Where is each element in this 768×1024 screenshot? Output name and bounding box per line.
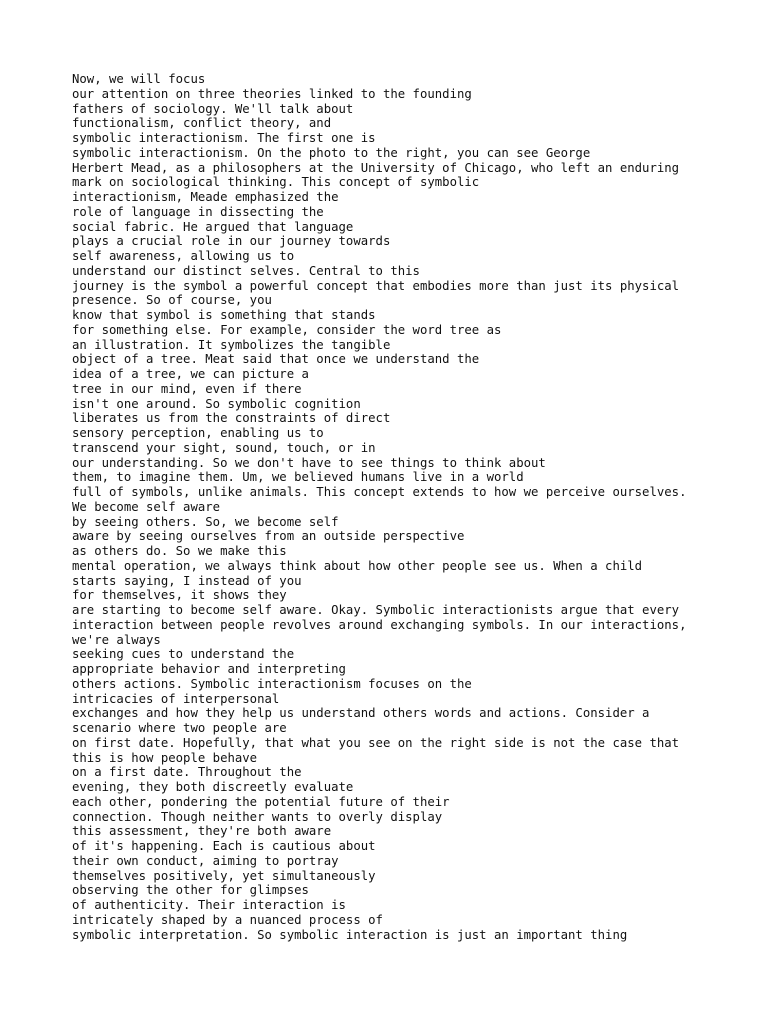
transcript-line: on first date. Hopefully, that what you see on the right side is not the case that	[72, 735, 680, 750]
transcript-line: symbolic interpretation. So symbolic interaction is just an important thing	[72, 927, 628, 942]
transcript-line: mental operation, we always think about how other people see us. When a child	[72, 558, 643, 573]
transcript-line: symbolic interactionism. The first one is	[72, 131, 376, 145]
transcript-line: object of a tree. Meat said that once we understand the	[72, 352, 480, 367]
transcript-line: full of symbols, unlike animals. This concept extends to how we perceive ourselves.	[72, 485, 687, 499]
transcript-line: presence. So of course, you	[72, 293, 272, 308]
transcript-line: aware by seeing ourselves from an outside perspective	[72, 529, 465, 544]
transcript-line: starts saying, I instead of you	[72, 573, 302, 588]
transcript-line: understand our distinct selves. Central to this	[72, 263, 420, 278]
transcript-line: intricacies of interpersonal	[72, 691, 280, 706]
transcript-line: mark on sociological thinking. This concept of symbolic	[72, 175, 480, 190]
transcript-line: of authenticity. Their interaction is	[72, 898, 346, 912]
transcript-line: our understanding. So we don't have to see things to think about	[72, 455, 546, 470]
transcript-line: exchanges and how they help us understand others words and actions. Consider a	[72, 706, 650, 721]
transcript-line: are starting to become self aware. Okay. Symbolic interactionists argue that every	[72, 603, 680, 617]
transcript-line: we're always	[72, 632, 161, 647]
transcript-line: plays a crucial role in our journey towards	[72, 234, 391, 249]
transcript-line: interaction between people revolves around exchanging symbols. In our interactions,	[72, 617, 687, 632]
transcript-line: themselves positively, yet simultaneously	[72, 868, 376, 883]
transcript-line: an illustration. It symbolizes the tangible	[72, 337, 391, 352]
transcript-line: sensory perception, enabling us to	[72, 426, 324, 440]
transcript-line: tree in our mind, even if there	[72, 381, 302, 396]
transcript-line: of it's happening. Each is cautious about	[72, 839, 376, 853]
transcript-line: Now, we will focus	[72, 72, 206, 86]
transcript-line: them, to imagine them. Um, we believed humans live in a world	[72, 470, 524, 485]
transcript-line: liberates us from the constraints of direct	[72, 411, 391, 426]
transcript-line: our attention on three theories linked to the founding	[72, 86, 472, 101]
transcript-line: their own conduct, aiming to portray	[72, 853, 339, 868]
transcript-line: each other, pondering the potential future of their	[72, 794, 450, 809]
transcript-line: observing the other for glimpses	[72, 883, 309, 898]
transcript-line: as others do. So we make this	[72, 544, 287, 558]
transcript-line: fathers of sociology. We'll talk about	[72, 101, 354, 116]
transcript-line: interactionism, Meade emphasized the	[72, 190, 339, 204]
transcript-line: Herbert Mead, as a philosophers at the University of Chicago, who left an enduring	[72, 160, 680, 175]
transcript-line: role of language in dissecting the	[72, 204, 324, 219]
transcript-line: isn't one around. So symbolic cognition	[72, 396, 361, 411]
transcript-line: know that symbol is something that stands	[72, 308, 376, 322]
transcript-line: others actions. Symbolic interactionism focuses on the	[72, 676, 472, 691]
transcript-line: for themselves, it shows they	[72, 588, 287, 603]
transcript-line: intricately shaped by a nuanced process of	[72, 912, 383, 927]
transcript-line: on a first date. Throughout the	[72, 765, 302, 780]
transcript-line: appropriate behavior and interpreting	[72, 662, 346, 676]
transcript-line: seeking cues to understand the	[72, 647, 295, 662]
transcript-line: this assessment, they're both aware	[72, 824, 332, 839]
transcript-line: for something else. For example, consider the word tree as	[72, 322, 502, 337]
transcript-line: evening, they both discreetly evaluate	[72, 780, 354, 794]
transcript-line: connection. Though neither wants to overly display	[72, 809, 443, 824]
transcript-line: idea of a tree, we can picture a	[72, 367, 309, 381]
transcript-line: social fabric. He argued that language	[72, 219, 354, 234]
transcript-line: scenario where two people are	[72, 721, 287, 735]
transcript-line: this is how people behave	[72, 750, 258, 765]
transcript-line: We become self aware	[72, 499, 221, 514]
transcript-line: symbolic interactionism. On the photo to the right, you can see George	[72, 145, 591, 160]
transcript-line: by seeing others. So, we become self	[72, 514, 339, 529]
transcript-line: functionalism, conflict theory, and	[72, 116, 332, 131]
transcript-line: self awareness, allowing us to	[72, 249, 295, 263]
transcript-line: transcend your sight, sound, touch, or in	[72, 440, 376, 455]
transcript-line: journey is the symbol a powerful concept that embodies more than just its physical	[72, 278, 680, 293]
transcript-text	[72, 72, 732, 942]
